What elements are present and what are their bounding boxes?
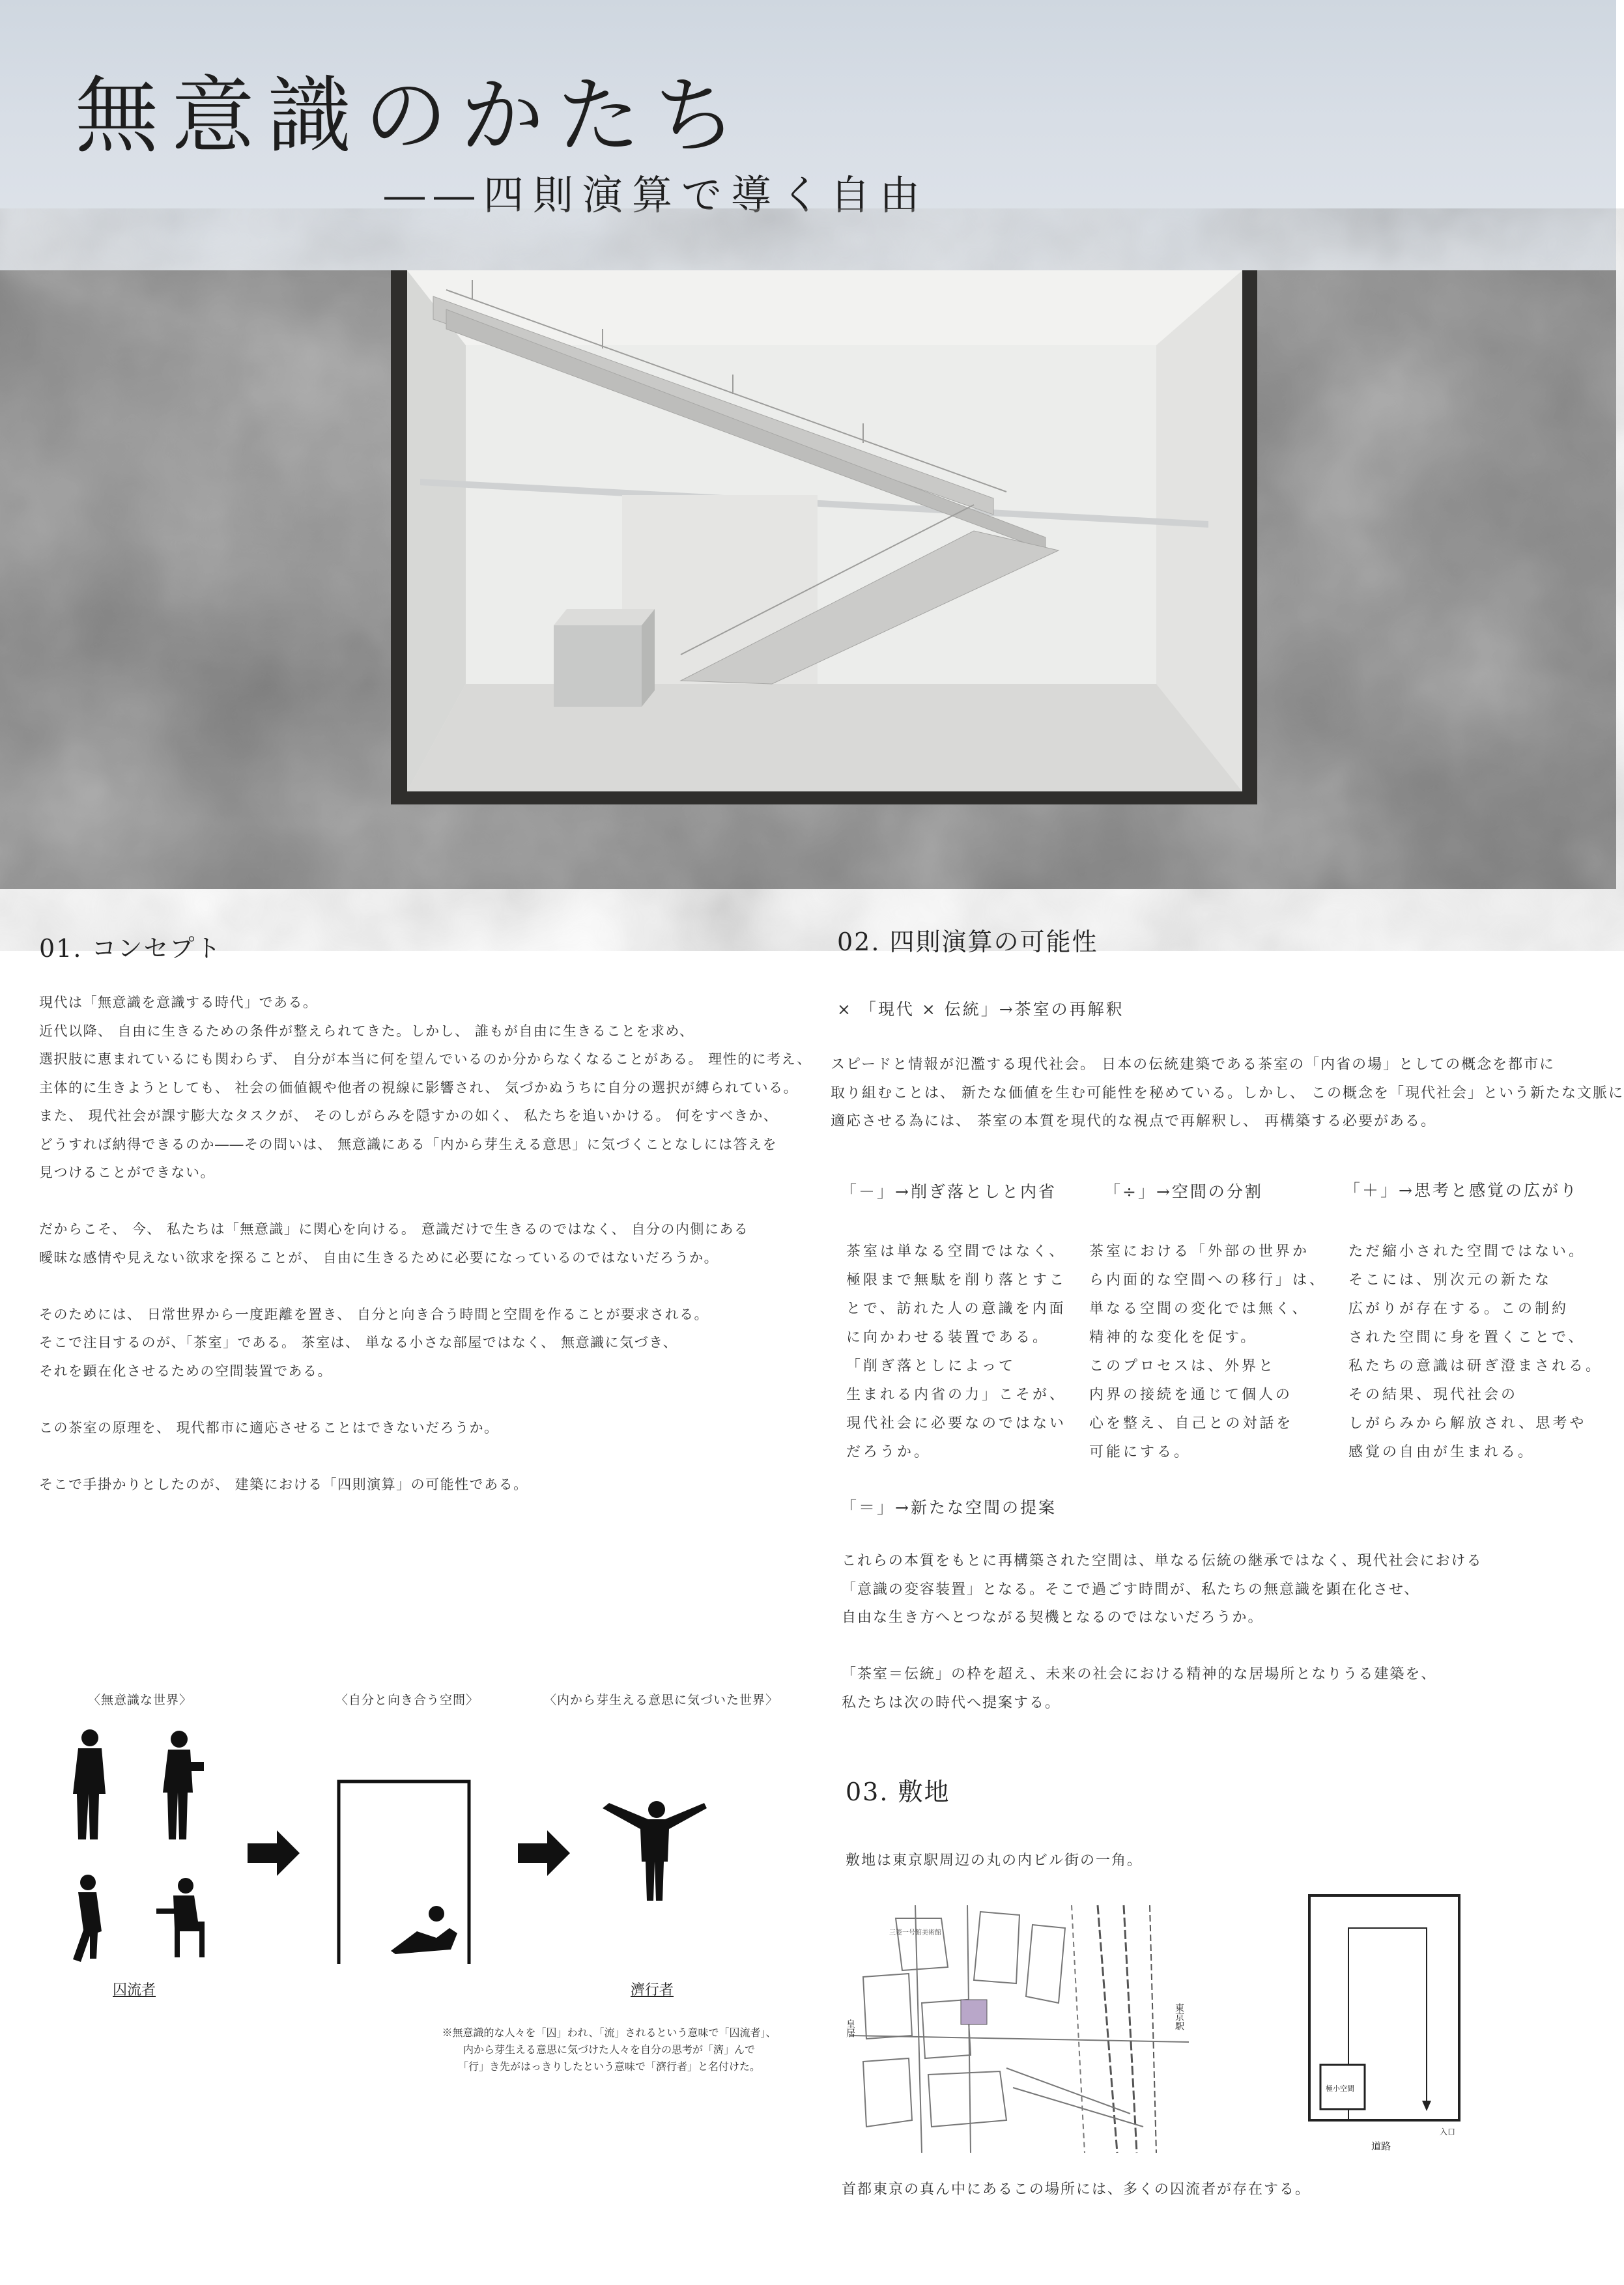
- col-subtract-text: 茶室は単なる空間ではなく、 極限まで無駄を削り落とすこ とで、訪れた人の意識を内面 に向かわせる装置である。 「削ぎ落としによって 生まれる内省の力」こそが、 現代社会に必要なのではない だろうか。: [846, 1243, 1066, 1460]
- concept-line: [39, 1385, 812, 1414]
- diagram-label-awakened: 〈内から芽生える意思に気づいた世界〉: [544, 1693, 779, 1707]
- concept-line: だからこそ、 今、 私たちは「無意識」に関心を向ける。 意識だけで生きるのではなく、 自分の内側にある: [39, 1221, 749, 1237]
- equals-line: これらの本質をもとに再構築された空間は、単なる伝統の継承ではなく、現代社会における: [842, 1553, 1483, 1569]
- site-caption: 首都東京の真ん中にあるこの場所には、多くの囚流者が存在する。: [842, 2181, 1311, 2198]
- concept-line: [39, 1272, 812, 1301]
- map-palace-label: 皇居: [845, 2019, 855, 2037]
- plan-room-label: 極小空間: [1326, 2084, 1354, 2093]
- plan-road-label: 道路: [1371, 2140, 1391, 2152]
- equals-line: [842, 1632, 1483, 1661]
- model-photo: [407, 270, 1242, 791]
- col-add-heading: 「＋」→思考と感覚の広がり: [1344, 1181, 1578, 1200]
- concept-line: [39, 1442, 812, 1471]
- concept-line: 主体的に生きようとしても、 社会の価値観や他者の視線に影響され、 気づかぬうちに自分の選択が縛られている。: [39, 1079, 799, 1096]
- plan-entry-label: 入口: [1440, 2127, 1456, 2136]
- site-heading: 03. 敷地: [846, 1778, 950, 1806]
- equals-line: 私たちは次の時代へ提案する。: [842, 1694, 1061, 1711]
- site-plan: [1306, 1892, 1475, 2153]
- equals-line: 自由な生き方へとつながる契機となるのではないだろうか。: [842, 1610, 1264, 1626]
- col-divide-text: 茶室における「外部の世界か ら内面的な空間への移行」は、 単なる空間の変化では無く、 精神的な変化を促す。 このプロセスは、外界と 内界の接続を通じて個人の 心を整え、自己との対話を 可能にする。: [1089, 1243, 1327, 1460]
- concept-line: 曖昧な感情や見えない欲求を探ることが、 自由に生きるために必要になっているのではないだろうか。: [39, 1249, 719, 1266]
- concept-line: それを顕在化させるための空間装置である。: [39, 1363, 332, 1379]
- concept-line: そのためには、 日常世界から一度距離を置き、 自分と向き合う時間と空間を作ることが要求される。: [39, 1306, 709, 1322]
- concept-line: この茶室の原理を、 現代都市に適応させることはできないだろうか。: [39, 1419, 499, 1436]
- concept-line: そこで注目するのが、「茶室」である。 茶室は、 単なる小さな部屋ではなく、 無意識に気づき、: [39, 1335, 678, 1350]
- concept-line: 見つけることができない。: [39, 1165, 215, 1180]
- concept-line: 現代は「無意識を意識する時代」である。: [39, 995, 318, 1010]
- concept-line: 選択肢に恵まれているにも関わらず、 自分が本当に何を望んでいるのか分からなくなることがある。 理性的に考え、: [39, 1051, 812, 1067]
- page-subtitle: ――四則演算で導く自由: [384, 171, 930, 219]
- diagram-note: ※無意識的な人々を「囚」われ、「流」されるという意味で「囚流者」、 内から芽生える意思に気づけた人々を自分の思考が「濟」んで 「行」き先がはっきりしたという意味で「濟行者」と名付けた。: [442, 2026, 776, 2073]
- arith-intro-line: 適応させる為には、 茶室の本質を現代的な視点で再解釈し、 再構築する必要がある。: [831, 1113, 1436, 1129]
- col-equals-heading: 「＝」→新たな空間の提案: [840, 1498, 1057, 1517]
- site-marker: [961, 2000, 987, 2024]
- silhouette-reading-icon: [163, 1731, 204, 1839]
- col-divide-heading: 「÷」→空間の分割: [1104, 1182, 1263, 1201]
- term-seikosha: 濟行者: [631, 1982, 674, 1998]
- concept-line: どうすれば納得できるのか――その問いは、 無意識にある「内から芽生える意思」に気づくことなしには答えを: [39, 1136, 778, 1152]
- concept-line: 近代以降、 自由に生きるための条件が整えられてきた。しかし、 誰もが自由に生きることを求め、: [39, 1023, 694, 1039]
- term-shuryusha: 囚流者: [113, 1982, 156, 1998]
- silhouette-sitting-icon: [156, 1878, 205, 1957]
- arrow-right-icon: [518, 1830, 570, 1876]
- equals-line: 「茶室＝伝統」の枠を超え、未来の社会における精神的な居場所となりうる建築を、: [842, 1666, 1437, 1682]
- diagram-label-facing-self: 〈自分と向き合う空間〉: [335, 1693, 479, 1707]
- site-map: [845, 1905, 1189, 2153]
- page-title: 無意識のかたち: [75, 68, 750, 165]
- col-subtract-heading: 「－」→削ぎ落としと内省: [840, 1182, 1057, 1201]
- silhouette-phone-icon: [73, 1729, 106, 1839]
- concept-line: また、 現代社会が課す膨大なタスクが、 そのしがらみを隠すかの如く、 私たちを追いかける。 何をすべきか、: [39, 1108, 778, 1124]
- map-station-label: 東京駅: [1174, 2003, 1184, 2030]
- arith-intro-line: スピードと情報が氾濫する現代社会。 日本の伝統建築である茶室の「内省の場」としての概念を都市に: [831, 1057, 1556, 1073]
- arrow-right-icon: [248, 1830, 300, 1876]
- map-museum-label: 三菱一号館美術館: [889, 1929, 941, 1937]
- site-intro: 敷地は東京駅周辺の丸の内ビル街の一角。: [846, 1852, 1143, 1869]
- silhouette-walking-icon: [73, 1875, 102, 1962]
- concept-line: そこで手掛かりとしたのが、 建築における「四則演算」の可能性である。: [39, 1476, 528, 1492]
- arith-subheading: × 「現代 × 伝統」→茶室の再解釈: [837, 1000, 1124, 1019]
- diagram-label-unconscious: 〈無意識な世界〉: [88, 1693, 193, 1707]
- silhouette-reclining-icon: [391, 1906, 457, 1954]
- arith-heading: 02. 四則演算の可能性: [837, 928, 1098, 956]
- silhouette-arms-open-icon: [603, 1801, 707, 1901]
- concept-body: [39, 989, 812, 1499]
- concept-line: [39, 1187, 812, 1216]
- arith-intro-line: 取り組むことは、 新たな価値を生む可能性を秘めている。しかし、 この概念を「現代社会」という新たな文脈に: [831, 1085, 1624, 1101]
- equals-body: [842, 1547, 1483, 1717]
- concept-heading: 01. コンセプト: [39, 934, 222, 963]
- col-add-text: ただ縮小された空間ではない。 そこには、別次元の新たな 広がりが存在する。この制約 された空間に身を置くことで、 私たちの意識は研ぎ澄まされる。 その結果、現代社会の しがらみから解放され、思考や 感覚の自由が生まれる。: [1348, 1243, 1603, 1460]
- arith-intro: [831, 1051, 1624, 1136]
- equals-line: 「意識の変容装置」となる。そこで過ごす時間が、私たちの無意識を顕在化させ、: [842, 1581, 1420, 1598]
- diagram-figures: [52, 1726, 821, 1961]
